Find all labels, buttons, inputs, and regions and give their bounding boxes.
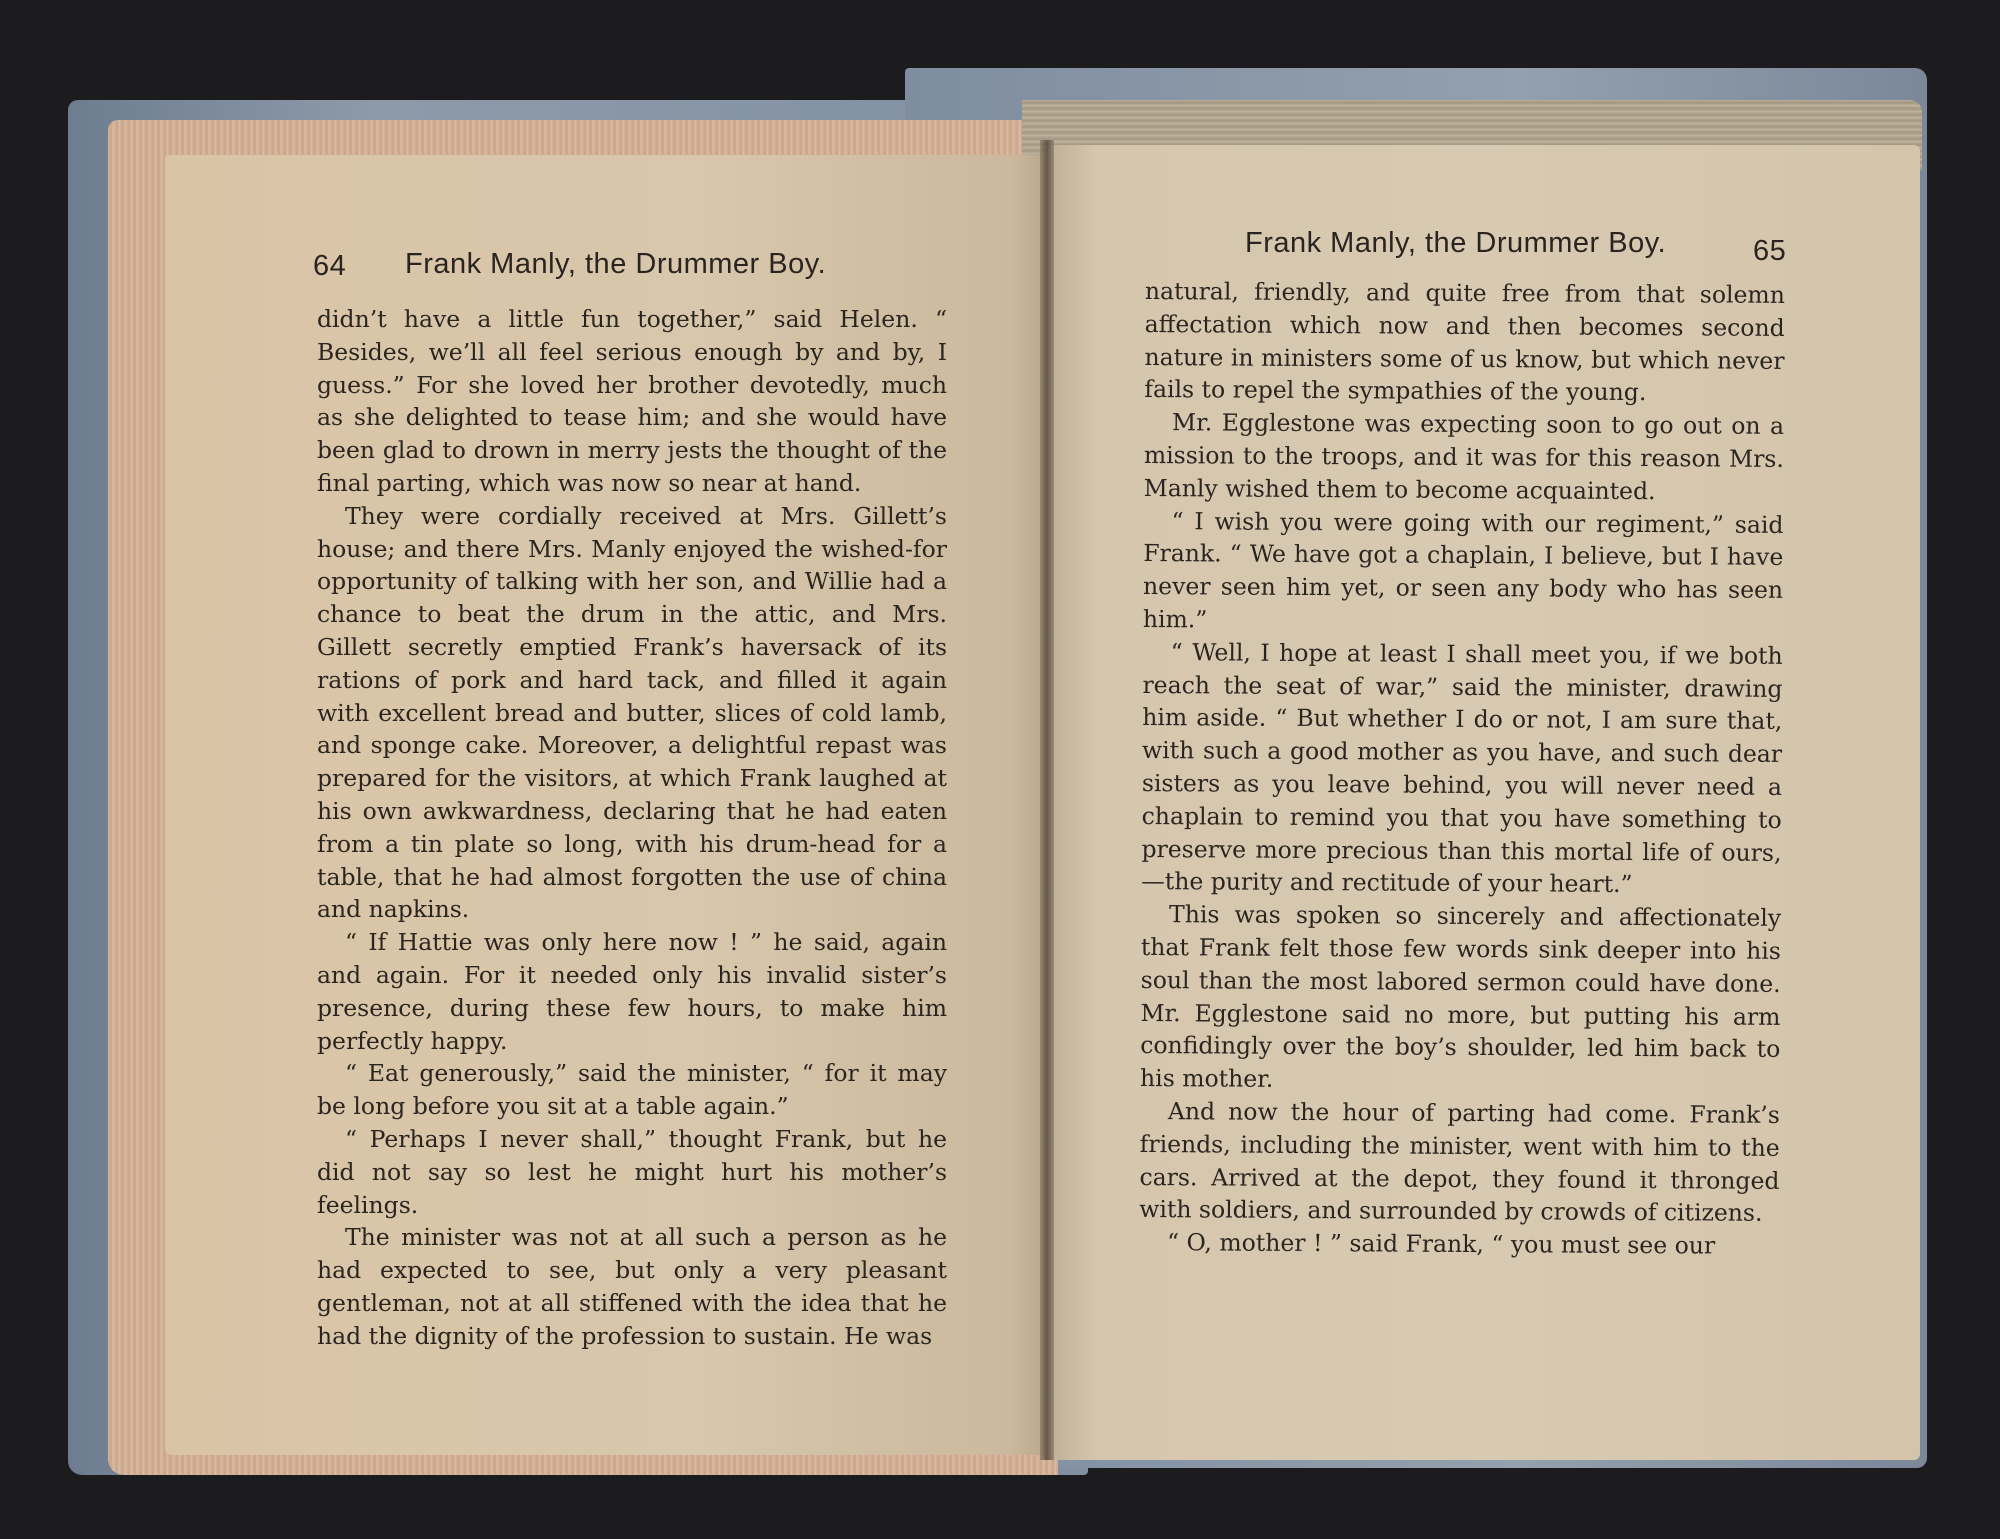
paragraph: didn’t have a little fun together,” said Helen. “ Besides, we’ll all feel serious enough by and by, I guess.” For she loved her brother devotedly, much as she delighted to tease him; and she would have been glad to drown in merry jests the thought of the final parting, which was now so near at hand. <box>317 305 947 497</box>
right-page-body <box>1139 275 1785 1263</box>
right-running-head: Frank Manly, the Drummer Boy. <box>1245 227 1667 259</box>
left-page-body <box>317 303 947 1353</box>
book-gutter <box>1040 140 1054 1460</box>
paragraph: “ O, mother ! ” said Frank, “ you must see our <box>1167 1228 1716 1260</box>
paragraph: The minister was not at all such a person as he had expected to see, but only a very pleasant gentleman, not at all stiffened with the idea that he had the dignity of the profession to sustain. He was <box>317 1223 947 1350</box>
left-running-head: Frank Manly, the Drummer Boy. <box>405 248 827 280</box>
paragraph: “ Perhaps I never shall,” thought Frank, but he did not say so lest he might hurt his mother’s feelings. <box>317 1124 947 1219</box>
paragraph: “ I wish you were going with our regiment,” said Frank. “ We have got a chaplain, I believe, but I have never seen him yet, or seen any body who has seen him.” <box>1142 506 1784 634</box>
paragraph: This was spoken so sincerely and affectionately that Frank felt those few words sink deeper into his soul than the most labored sermon could have done. Mr. Egglestone said no more, but putting his arm confidingly over the boy’s shoulder, led him back to his mother. <box>1140 900 1782 1093</box>
paragraph: “ Eat generously,” said the minister, “ for it may be long before you sit at a table again.” <box>317 1059 947 1121</box>
left-page-number: 64 <box>313 250 347 282</box>
paragraph: “ Well, I hope at least I shall meet you, if we both reach the seat of war,” said the minister, drawing him aside. “ But whether I do or not, I am sure that, with such a good mother as you have, and such dear sisters as you leave behind, you will never need a chaplain to remind you that you have something to preserve more precious than this mortal life of ours,—the purity and rectitude of your heart.” <box>1141 637 1783 899</box>
paragraph: And now the hour of parting had come. Frank’s friends, including the minister, went with him to the cars. Arrived at the depot, they found it thronged with soldiers, and surrounded by crowds of citizens. <box>1139 1097 1780 1228</box>
right-page <box>1045 145 1920 1460</box>
right-page-number: 65 <box>1753 235 1787 267</box>
left-page <box>165 155 1055 1455</box>
paragraph: They were cordially received at Mrs. Gillett’s house; and there Mrs. Manly enjoyed the wished-for opportunity of talking with her son, and Willie had a chance to beat the drum in the attic, and Mrs. Gillett secretly emptied Frank’s haversack of its rations of pork and hard tack, and filled it again with excellent bread and butter, slices of cold lamb, and sponge cake. Moreover, a delightful repast was prepared for the visitors, at which Frank laughed at his own awkwardness, declaring that he had eaten from a tin plate so long, with his drum-head for a table, that he had almost forgotten the use of china and napkins. <box>317 501 947 924</box>
paragraph: natural, friendly, and quite free from that solemn affectation which now and then becomes second nature in ministers some of us know, but which never fails to repel the sympathies of the young. <box>1144 276 1785 407</box>
paragraph: “ If Hattie was only here now ! ” he said, again and again. For it needed only his invalid sister’s presence, during these few hours, to make him perfectly happy. <box>317 928 947 1055</box>
paragraph: Mr. Egglestone was expecting soon to go out on a mission to the troops, and it was for this reason Mrs. Manly wished them to become acquainted. <box>1143 408 1785 505</box>
